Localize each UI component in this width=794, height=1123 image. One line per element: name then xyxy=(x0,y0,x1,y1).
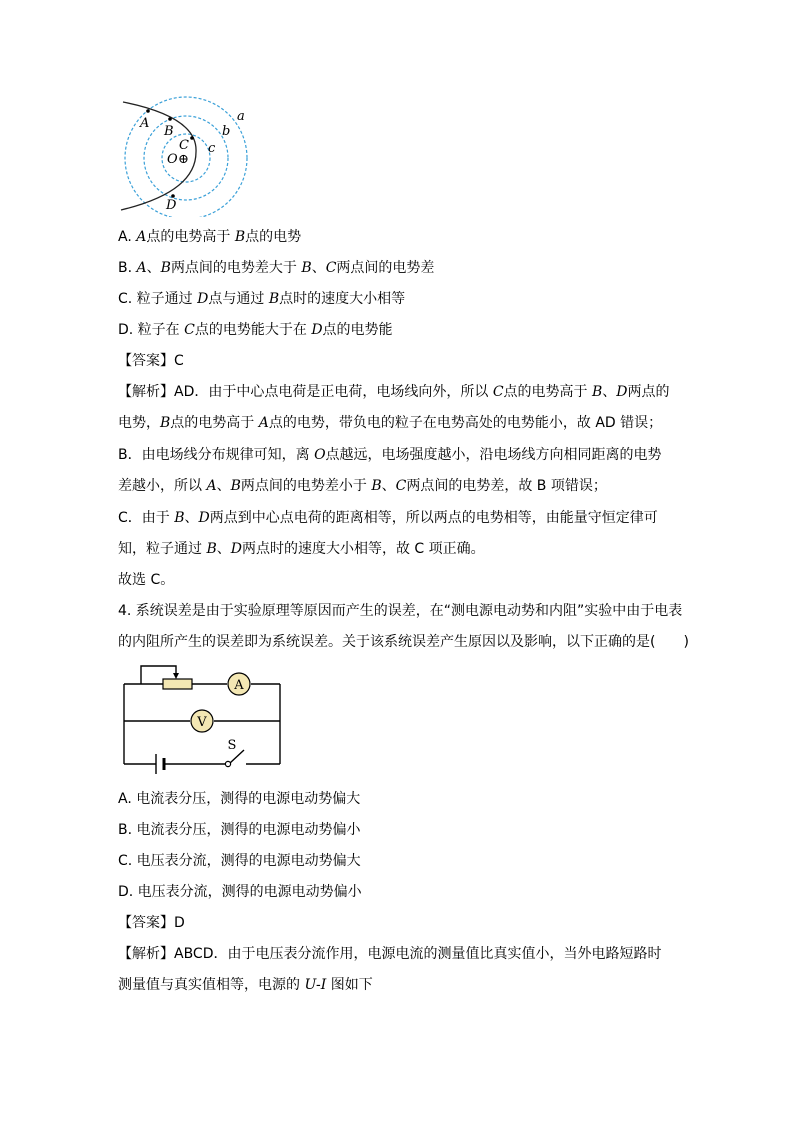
q3-option-c: C. 粒子通过 D点与通过 B点时的速度大小相等 xyxy=(118,291,406,307)
label-point-B: B xyxy=(164,124,174,139)
point-B-dot xyxy=(168,117,172,121)
q3-option-d: D. 粒子在 C点的电势能大于在 D点的电势能 xyxy=(118,322,393,338)
voltmeter-label: V xyxy=(197,715,207,730)
q4-explanation-line-1: 【解析】ABCD．由于电压表分流作用，电源电流的测量值比真实值小，当外电路短路时 xyxy=(118,946,662,962)
q3-explanation-line-1: 【解析】AD．由于中心点电荷是正电荷，电场线向外，所以 C点的电势高于 B、D两点的 xyxy=(118,384,670,400)
q4-option-c: C. 电压表分流，测得的电源电动势偏大 xyxy=(118,853,361,869)
q3-explanation-line-3: B．由电场线分布规律可知，离 O点越远，电场强度越小，沿电场线方向相同距离的电势 xyxy=(118,447,662,463)
q4-explanation-line-2: 测量值与真实值相等，电源的 U-I 图如下 xyxy=(118,977,373,993)
q4-stem-line-2: 的内阻所产生的误差即为系统误差。关于该系统误差产生原因以及影响，以下正确的是( ) xyxy=(118,634,689,650)
q3-explanation-line-2: 电势，B点的电势高于 A点的电势，带负电的粒子在电势高处的电势能小，故 AD 错误； xyxy=(118,415,663,431)
switch-label: S xyxy=(227,738,237,753)
point-A-dot xyxy=(146,109,150,113)
q3-explanation-line-5: C．由于 B、D两点到中心点电荷的距离相等，所以两点的电势相等，由能量守恒定律可 xyxy=(118,510,658,526)
q3-option-a: A. A点的电势高于 B点的电势 xyxy=(118,229,302,245)
q3-option-b: B. A、B两点间的电势差大于 B、C两点间的电势差 xyxy=(118,260,435,276)
label-a: a xyxy=(237,109,245,124)
label-point-C: C xyxy=(179,138,189,153)
switch-contact xyxy=(225,761,230,766)
q4-option-d: D. 电压表分流，测得的电源电动势偏小 xyxy=(118,884,362,900)
q3-answer: 【答案】C xyxy=(118,353,184,369)
rheostat xyxy=(163,679,192,689)
q3-explanation-line-6: 知，粒子通过 B、D两点时的速度大小相等，故 C 项正确。 xyxy=(118,541,485,557)
rheostat-slider-arrow xyxy=(173,673,179,679)
circuit-diagram xyxy=(118,660,288,780)
label-b: b xyxy=(222,124,231,139)
equipotential-figure xyxy=(118,92,258,217)
plus-charge-icon: ⊕ xyxy=(178,152,189,167)
q3-explanation-line-4: 差越小，所以 A、B两点间的电势差小于 B、C两点间的电势差，故 B 项错误； xyxy=(118,478,607,494)
q4-option-a: A. 电流表分压，测得的电源电动势偏大 xyxy=(118,791,361,807)
label-c: c xyxy=(208,141,216,156)
q4-option-b: B. 电流表分压，测得的电源电动势偏小 xyxy=(118,822,361,838)
q3-conclusion: 故选 C。 xyxy=(118,572,175,588)
q4-answer: 【答案】D xyxy=(118,915,185,931)
q4-stem-line-1: 4. 系统误差是由于实验原理等原因而产生的误差，在“测电源电动势和内阻”实验中由于电表 xyxy=(118,603,683,619)
ammeter-label: A xyxy=(234,678,244,693)
point-C-dot xyxy=(190,136,194,140)
label-center-O: O xyxy=(167,152,178,167)
label-point-D: D xyxy=(166,198,177,213)
label-point-A: A xyxy=(140,116,150,131)
